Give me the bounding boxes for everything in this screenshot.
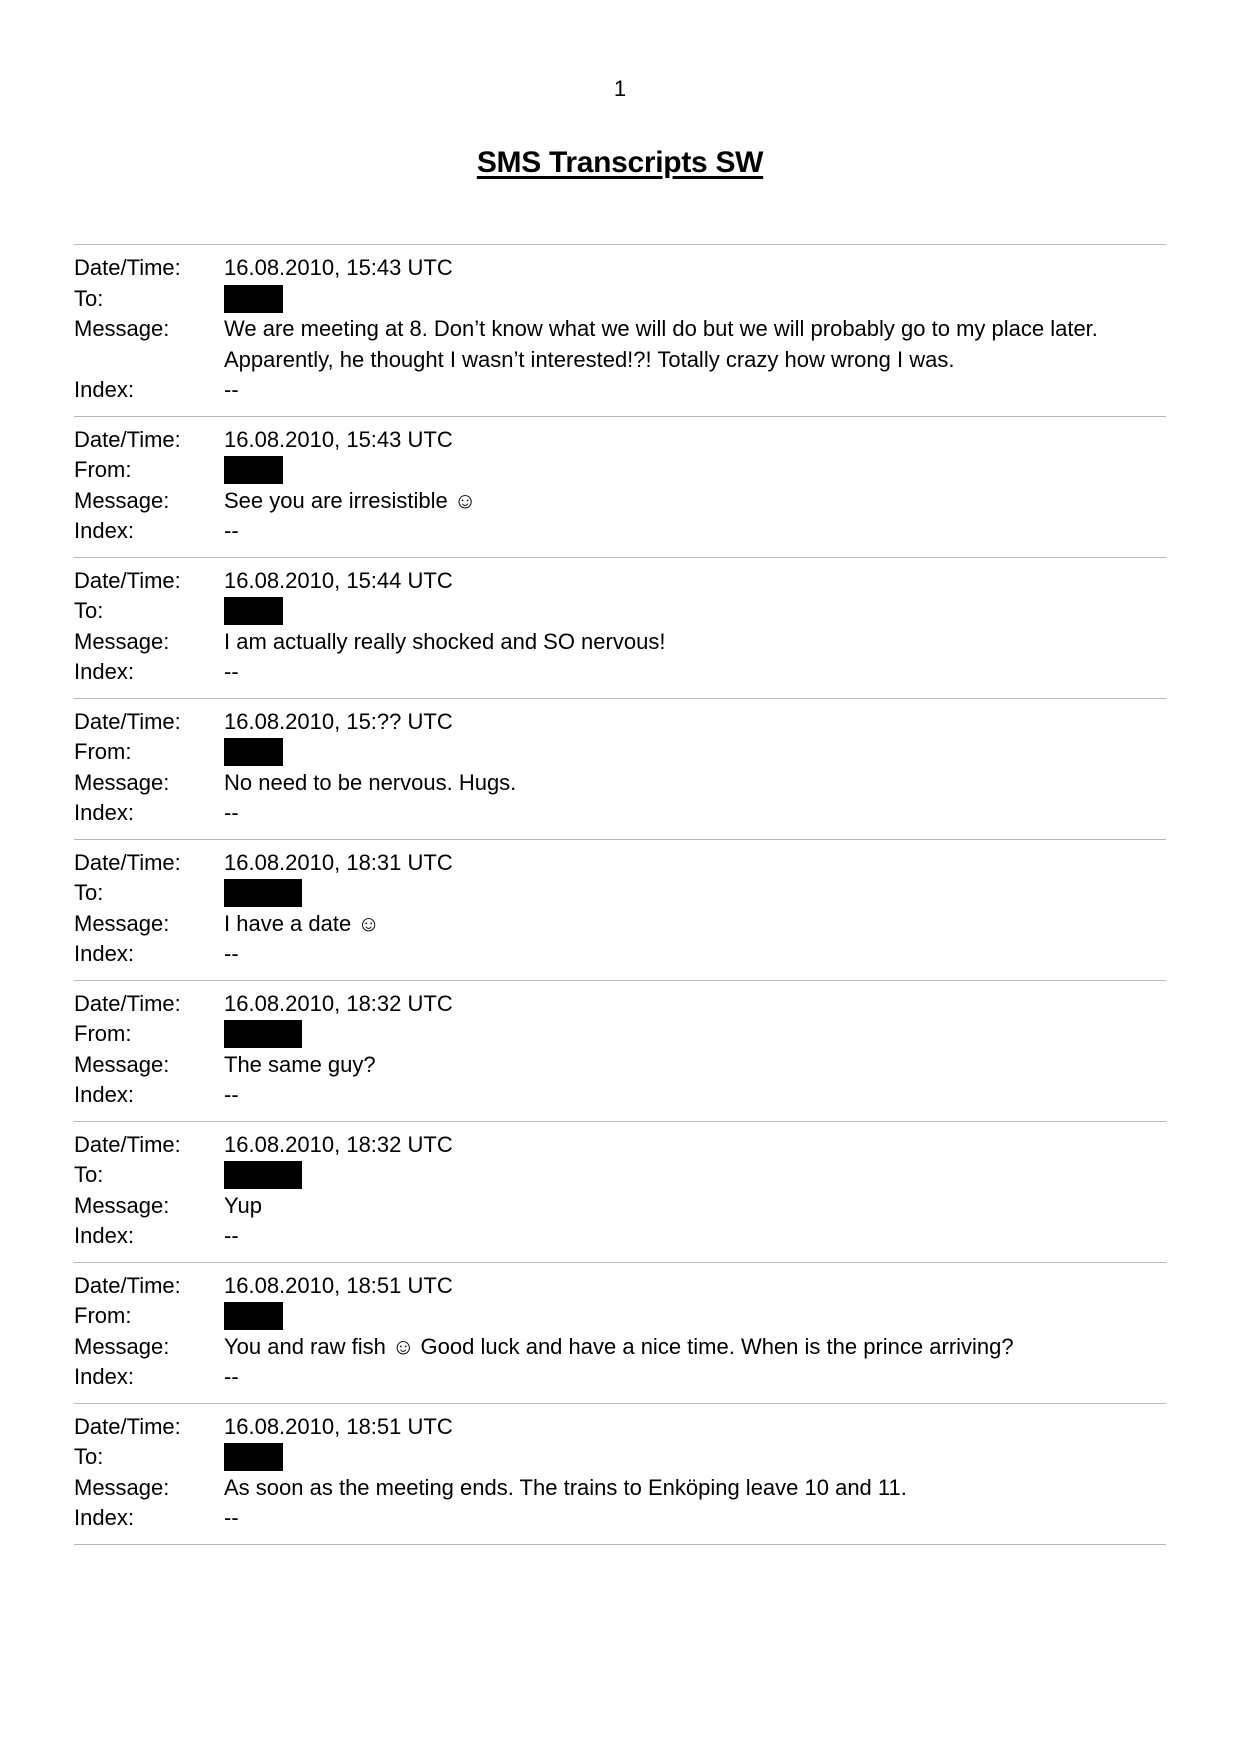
- sms-record: [74, 981, 1166, 1122]
- message-text: See you are irresistible ☺: [224, 487, 477, 513]
- datetime-value: 16.08.2010, 18:32 UTC: [224, 1131, 453, 1157]
- direction-label: From:: [74, 739, 132, 764]
- datetime-label: Date/Time:: [74, 849, 181, 875]
- index-label: Index:: [74, 1082, 134, 1107]
- datetime-value: 16.08.2010, 15:44 UTC: [224, 567, 453, 593]
- message-label: Message:: [74, 487, 170, 513]
- sms-record: [74, 245, 1166, 417]
- datetime-value: 16.08.2010, 18:51 UTC: [224, 1413, 453, 1439]
- direction-label: To:: [74, 1444, 104, 1469]
- index-label: Index:: [74, 1505, 134, 1530]
- datetime-value: 16.08.2010, 18:51 UTC: [224, 1272, 453, 1298]
- message-label: Message:: [74, 769, 170, 795]
- sms-record: [74, 1263, 1166, 1404]
- redacted-contact: [224, 597, 283, 625]
- direction-label: To:: [74, 598, 104, 623]
- message-text: I have a date ☺: [224, 910, 380, 936]
- redacted-contact: [224, 879, 302, 907]
- message-label: Message:: [74, 1051, 170, 1077]
- page-number: 1: [613, 76, 627, 101]
- datetime-label: Date/Time:: [74, 426, 181, 452]
- message-text: You and raw fish ☺ Good luck and have a nice time. When is the prince arriving?: [224, 1333, 1014, 1359]
- index-label: Index:: [74, 1364, 134, 1389]
- redacted-contact: [224, 1302, 283, 1330]
- message-label: Message:: [74, 910, 170, 936]
- datetime-value: 16.08.2010, 15:?? UTC: [224, 708, 453, 734]
- sms-record-list: [74, 244, 1166, 1545]
- index-value: --: [224, 377, 239, 402]
- datetime-label: Date/Time:: [74, 1413, 181, 1439]
- index-value: --: [224, 1082, 239, 1107]
- direction-label: To:: [74, 285, 104, 311]
- index-value: --: [224, 1505, 239, 1530]
- redacted-contact: [224, 738, 283, 766]
- direction-label: From:: [74, 1021, 132, 1046]
- datetime-value: 16.08.2010, 18:31 UTC: [224, 849, 453, 875]
- datetime-label: Date/Time:: [74, 567, 181, 593]
- message-text: As soon as the meeting ends. The trains to Enköping leave 10 and 11.: [224, 1474, 907, 1500]
- sms-record: [74, 1122, 1166, 1263]
- index-value: --: [224, 1364, 239, 1389]
- datetime-label: Date/Time:: [74, 1131, 181, 1157]
- redacted-contact: [224, 1020, 302, 1048]
- index-label: Index:: [74, 659, 134, 684]
- message-text: Yup: [224, 1192, 262, 1218]
- redacted-contact: [224, 456, 283, 484]
- sms-record: [74, 417, 1166, 558]
- index-label: Index:: [74, 941, 134, 966]
- redacted-contact: [224, 1161, 302, 1189]
- sms-record: [74, 1404, 1166, 1545]
- index-value: --: [224, 659, 239, 684]
- redacted-contact: [224, 1443, 283, 1471]
- datetime-value: 16.08.2010, 18:32 UTC: [224, 990, 453, 1016]
- index-value: --: [224, 518, 239, 543]
- redacted-contact: [224, 285, 283, 313]
- message-text: No need to be nervous. Hugs.: [224, 769, 517, 795]
- index-value: --: [224, 1223, 239, 1248]
- direction-label: To:: [74, 1162, 104, 1187]
- message-label: Message:: [74, 316, 170, 341]
- index-label: Index:: [74, 518, 134, 543]
- sms-record: [74, 840, 1166, 981]
- index-value: --: [224, 941, 239, 966]
- datetime-label: Date/Time:: [74, 255, 181, 280]
- datetime-value: 16.08.2010, 15:43 UTC: [224, 255, 453, 280]
- datetime-label: Date/Time:: [74, 990, 181, 1016]
- sms-record: [74, 558, 1166, 699]
- message-label: Message:: [74, 1333, 170, 1359]
- index-label: Index:: [74, 800, 134, 825]
- page-title: SMS Transcripts SW: [476, 146, 764, 179]
- datetime-value: 16.08.2010, 15:43 UTC: [224, 426, 453, 452]
- direction-label: To:: [74, 880, 104, 905]
- message-label: Message:: [74, 1192, 170, 1218]
- datetime-label: Date/Time:: [74, 708, 181, 734]
- message-label: Message:: [74, 628, 170, 654]
- datetime-label: Date/Time:: [74, 1272, 181, 1298]
- index-value: --: [224, 800, 239, 825]
- direction-label: From:: [74, 457, 132, 482]
- message-text: I am actually really shocked and SO nervous!: [224, 628, 666, 654]
- message-text: We are meeting at 8. Don’t know what we will do but we will probably go to my place later. Apparently, he thought I wasn’t interested!?! Totally crazy how wrong I was.: [224, 316, 1098, 372]
- index-label: Index:: [74, 1223, 134, 1248]
- message-label: Message:: [74, 1474, 170, 1500]
- direction-label: From:: [74, 1303, 132, 1328]
- message-text: The same guy?: [224, 1051, 376, 1077]
- index-label: Index:: [74, 377, 134, 402]
- sms-record: [74, 699, 1166, 840]
